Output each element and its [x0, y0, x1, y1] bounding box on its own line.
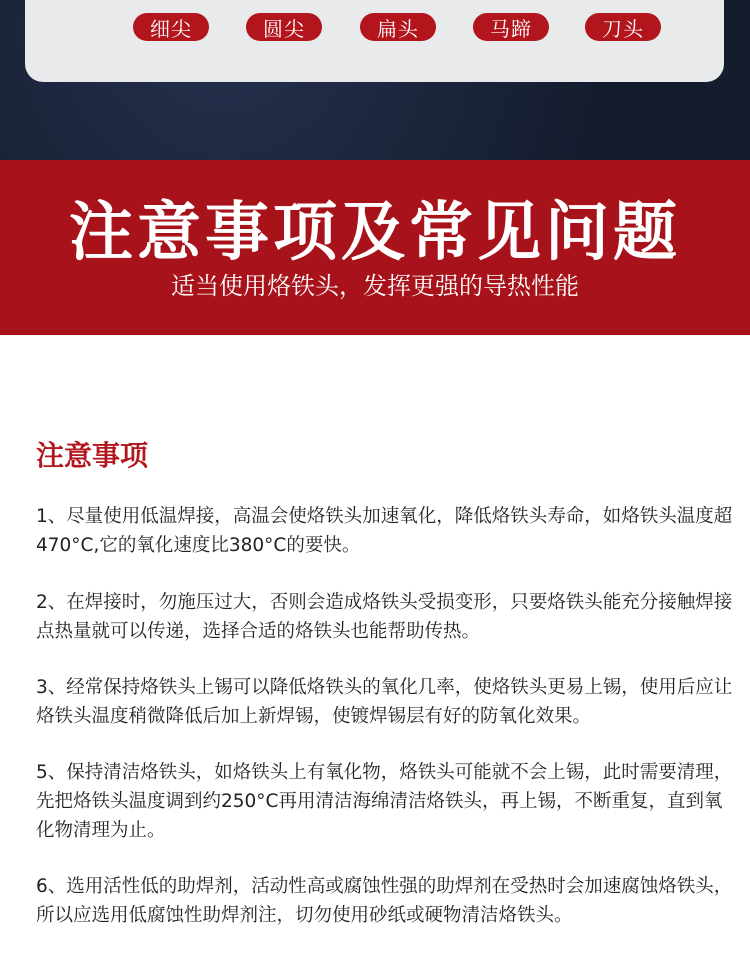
tip-type-badge: 细尖 [133, 13, 209, 41]
hero-title: 注意事项及常见问题 [69, 196, 681, 270]
section-heading: 注意事项 [36, 439, 149, 472]
precaution-item: 5、保持清洁烙铁头，如烙铁头上有氧化物，烙铁头可能就不会上锡，此时需要清理，先把烙铁头温度调到约250°C再用清洁海绵清洁烙铁头，再上锡，不断重复，直到氧化物清理为止。 [36, 762, 733, 841]
tip-type-badge: 扁头 [360, 13, 436, 41]
tip-types-card [25, 0, 724, 82]
hero-subtitle: 适当使用烙铁头，发挥更强的导热性能 [171, 272, 579, 300]
tip-type-badge: 刀头 [585, 13, 661, 41]
tip-type-badge: 马蹄 [473, 13, 549, 41]
tip-type-badge: 圆尖 [246, 13, 322, 41]
precaution-item: 2、在焊接时，勿施压过大，否则会造成烙铁头受损变形，只要烙铁头能充分接触焊接点热量就可以传递，选择合适的烙铁头也能帮助传热。 [36, 592, 733, 642]
precaution-item: 1、尽量使用低温焊接，高温会使烙铁头加速氧化，降低烙铁头寿命，如烙铁头温度超470°C,它的氧化速度比380°C的要快。 [36, 506, 733, 556]
precaution-item: 6、选用活性低的助焊剂，活动性高或腐蚀性强的助焊剂在受热时会加速腐蚀烙铁头，所以应选用低腐蚀性助焊剂注，切勿使用砂纸或硬物清洁烙铁头。 [36, 876, 733, 926]
precaution-item: 3、经常保持烙铁头上锡可以降低烙铁头的氧化几率，使烙铁头更易上锡，使用后应让烙铁头温度稍微降低后加上新焊锡，使镀焊锡层有好的防氧化效果。 [36, 677, 733, 727]
